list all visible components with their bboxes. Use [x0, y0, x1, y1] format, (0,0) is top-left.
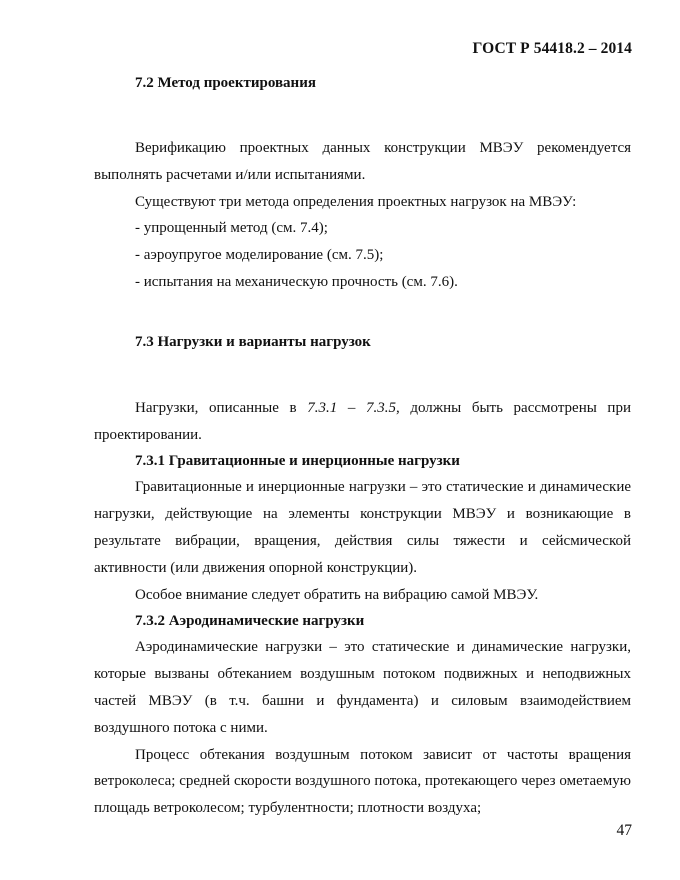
section-heading-7-3-2: 7.3.2 Аэродинамические нагрузки: [135, 613, 365, 630]
paragraph-verification: Верификацию проектных данных конструкции МВЭУ рекомендуется выполнять расчетами и/или испытаниями.: [94, 140, 631, 183]
paragraph-gravity-inertia: Гравитационные и инерционные нагрузки – это статические и динамические нагрузки, действующие на элементы конструкции МВЭУ и возникающие в результате вибрации, вращения, действия силы тяжести и сейсмической активности (или движения опорной конструкции).: [94, 479, 631, 576]
page-body: [94, 70, 631, 822]
paragraph-vibration-note: Особое внимание следует обратить на вибрацию самой МВЭУ.: [135, 586, 539, 603]
paragraph-three-methods: Существуют три метода определения проектных нагрузок на МВЭУ:: [135, 193, 577, 210]
section-heading-7-3-1: 7.3.1 Гравитационные и инерционные нагрузки: [135, 453, 460, 470]
list-item-strength-testing: - испытания на механическую прочность (см. 7.6).: [135, 273, 458, 290]
paragraph-loads-described: [94, 395, 631, 449]
paragraph-flow-process: Процесс обтекания воздушным потоком зависит от частоты вращения ветроколеса; средней скорости воздушного потока, протекающего через ометаемую площадь ветроколесом; турбулентности; плотности воздуха;: [94, 746, 631, 817]
section-reference: 7.3.1 – 7.3.5: [307, 399, 396, 416]
paragraph-aerodynamic-loads: Аэродинамические нагрузки – это статические и динамические нагрузки, которые вызваны обтеканием воздушным потоком подвижных и неподвижных частей МВЭУ (в т.ч. башни и фундамента) и силовым взаимодействием воздушного потока с ними.: [94, 639, 631, 736]
list-item-aeroelastic-modeling: - аэроупругое моделирование (см. 7.5);: [135, 247, 384, 264]
section-heading-7-2: 7.2 Метод проектирования: [135, 75, 316, 91]
loads-text-after: , должны быть рассмотрены при проектировании.: [94, 399, 631, 443]
loads-text-before: Нагрузки, описанные в: [135, 399, 308, 416]
section-heading-7-3: 7.3 Нагрузки и варианты нагрузок: [135, 333, 371, 350]
list-item-simplified-method: - упрощенный метод (см. 7.4);: [135, 220, 328, 237]
page-number: 47: [616, 822, 632, 839]
document-code-header: ГОСТ Р 54418.2 – 2014: [472, 40, 632, 57]
